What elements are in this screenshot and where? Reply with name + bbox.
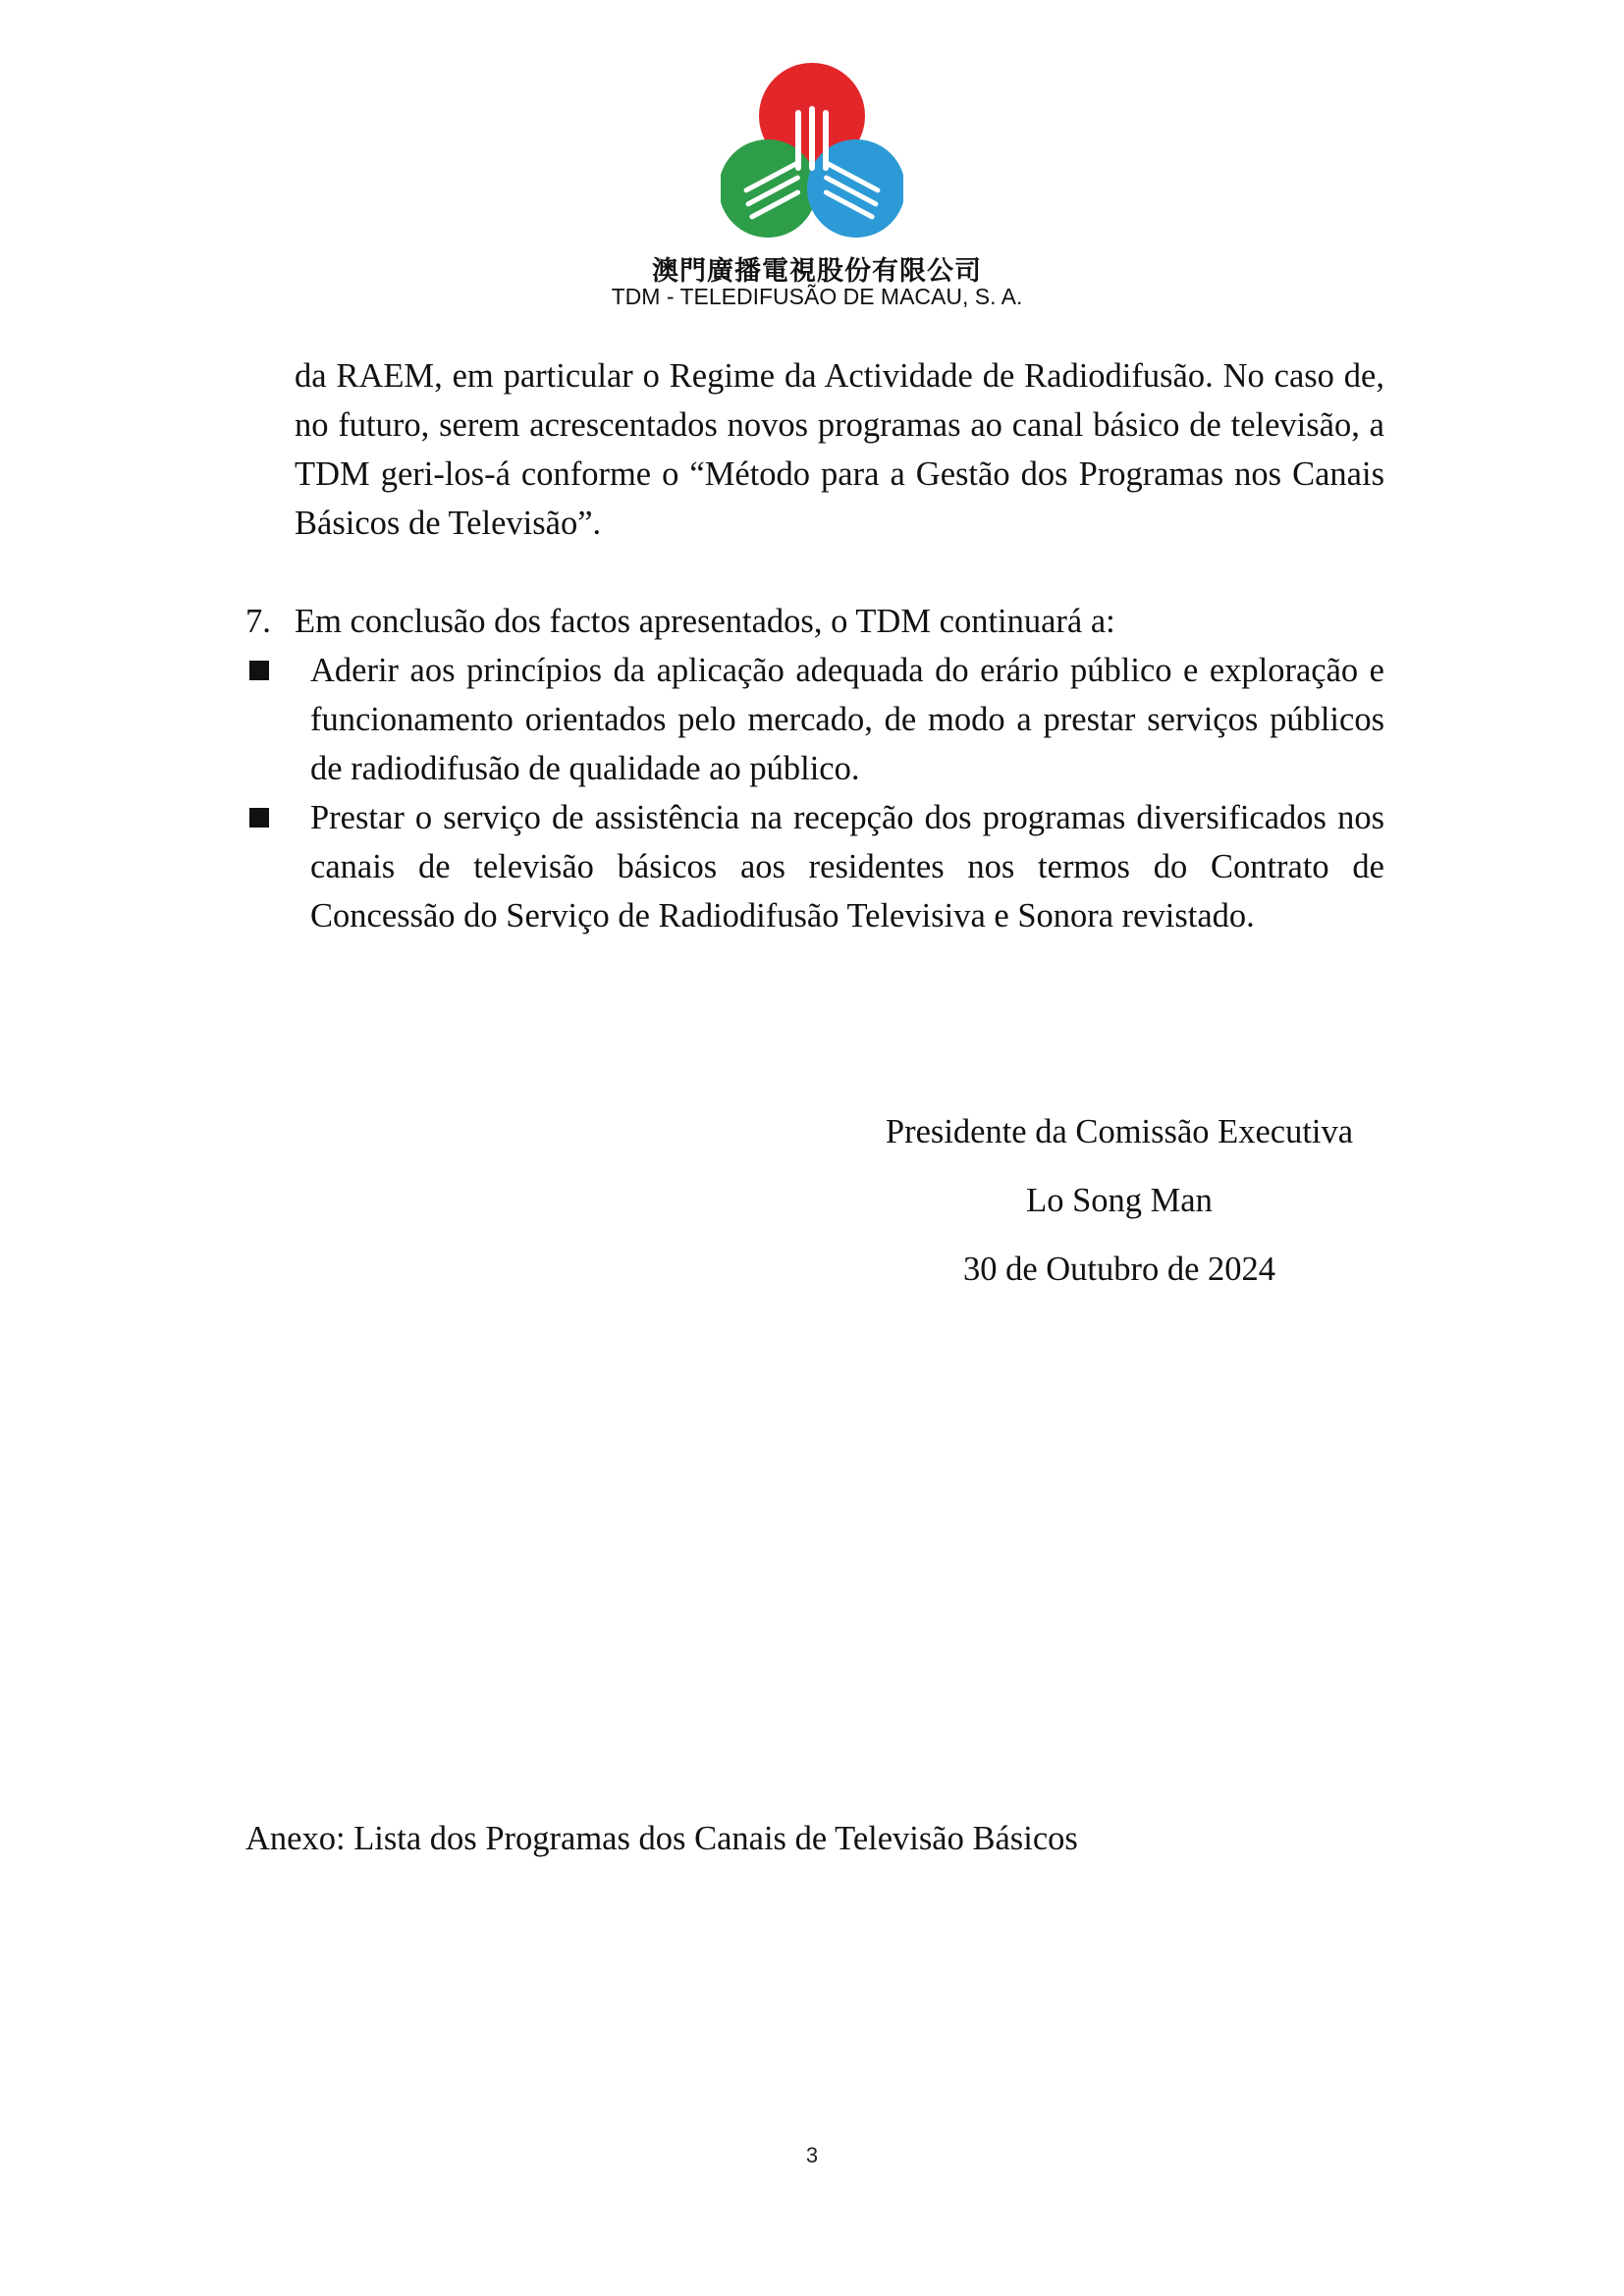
signature-block <box>805 1107 1434 1313</box>
continued-paragraph: da RAEM, em particular o Regime da Actividade de Radiodifusão. No caso de, no futuro, serem acrescentados novos programas ao canal básico de televisão, a TDM geri-los-á conforme o “Método para a Gestão dos Programas nos Canais Básicos de Televisão”. <box>295 357 1384 542</box>
page-number: 3 <box>805 2143 819 2167</box>
logo-company-name-chinese: 澳門廣播電視股份有限公司 <box>652 256 982 287</box>
bullet-list <box>245 646 1384 940</box>
bullet-text: Aderir aos princípios da aplicação adequada do erário público e exploração e funcionamento orientados pelo mercado, de modo a prestar serviços públicos de radiodifusão de qualidade ao público. <box>310 652 1384 787</box>
bullet-text: Prestar o serviço de assistência na recepção dos programas diversificados nos canais de televisão básicos aos residentes nos termos do Contrato de Concessão do Serviço de Radiodifusão Televisiva e Sonora revistado. <box>310 799 1384 934</box>
annex-line: Anexo: Lista dos Programas dos Canais de Televisão Básicos <box>245 1820 1078 1857</box>
logo-green-circle <box>721 139 817 238</box>
list-item <box>245 646 1384 793</box>
list-item <box>245 793 1384 940</box>
tdm-logo-icon <box>721 59 903 241</box>
logo-blue-circle <box>807 139 903 238</box>
item-7-text: Em conclusão dos factos apresentados, o TDM continuará a: <box>295 603 1115 640</box>
signature-title: Presidente da Comissão Executiva <box>885 1113 1354 1150</box>
signature-date: 30 de Outubro de 2024 <box>962 1251 1276 1288</box>
item-7 <box>245 597 1384 646</box>
item-7-number: 7. <box>245 603 271 640</box>
square-bullet-icon <box>249 808 269 828</box>
square-bullet-icon <box>249 661 269 680</box>
company-logo <box>0 59 1624 241</box>
logo-company-name-portuguese: TDM - TELEDIFUSÃO DE MACAU, S. A. <box>611 284 1023 309</box>
signature-name: Lo Song Man <box>1026 1182 1213 1219</box>
